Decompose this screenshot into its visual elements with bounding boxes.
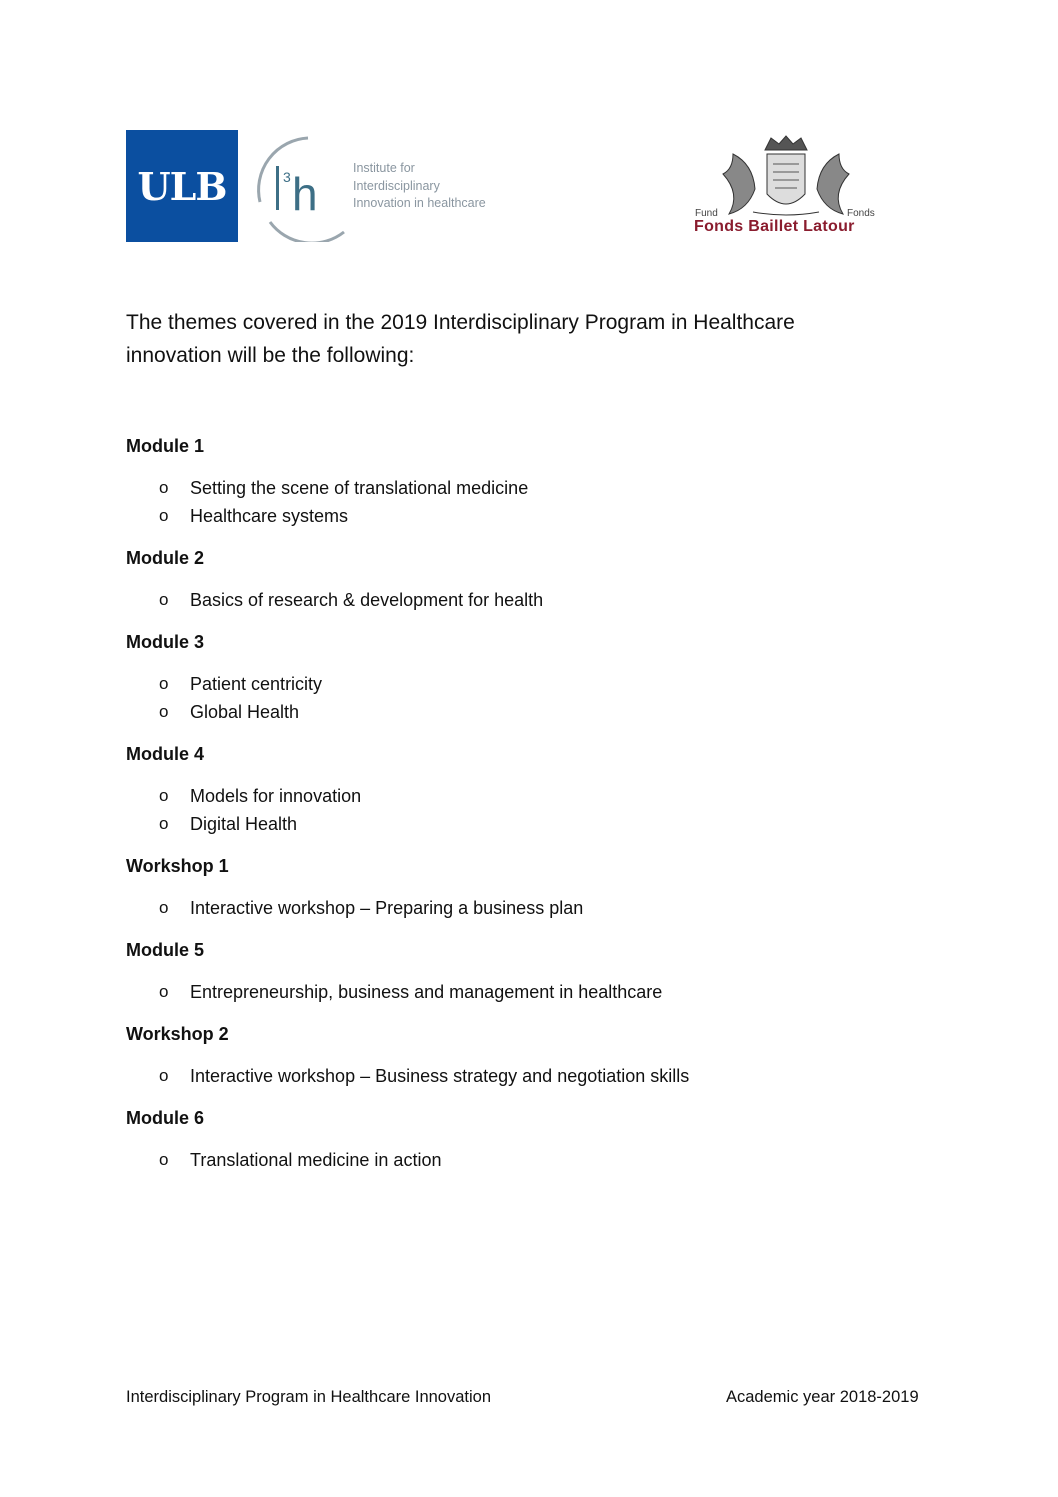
bullet-icon: o xyxy=(159,478,169,497)
svg-text:h: h xyxy=(292,168,318,220)
section xyxy=(126,630,926,728)
bullet-icon: o xyxy=(159,814,169,833)
list-item-text: Global Health xyxy=(190,702,300,722)
bullet-icon: o xyxy=(159,1150,169,1169)
footer-program-title: Interdisciplinary Program in Healthcare Innovation xyxy=(126,1388,492,1406)
section xyxy=(126,1106,926,1176)
i3h-text-line: Institute for xyxy=(353,161,415,175)
section xyxy=(126,1022,926,1092)
section-heading: Module 3 xyxy=(126,632,205,652)
list-item-text: Patient centricity xyxy=(190,674,323,694)
section-heading: Module 6 xyxy=(126,1108,205,1128)
bullet-icon: o xyxy=(159,702,169,721)
section xyxy=(126,938,926,1008)
list-item-text: Setting the scene of translational medicine xyxy=(190,478,529,498)
intro-paragraph xyxy=(126,306,906,372)
section xyxy=(126,434,926,532)
list-item-text: Digital Health xyxy=(190,814,298,834)
list-item xyxy=(126,896,926,924)
bullet-icon: o xyxy=(159,1066,169,1085)
section-heading: Module 2 xyxy=(126,548,205,568)
ulb-logo xyxy=(126,130,238,242)
i3h-text-line: Innovation in healthcare xyxy=(353,196,486,210)
list-item xyxy=(126,1064,926,1092)
intro-line: innovation will be the following: xyxy=(126,344,415,367)
svg-text:3: 3 xyxy=(283,169,291,185)
bullet-icon: o xyxy=(159,786,169,805)
intro-line: The themes covered in the 2019 Interdisciplinary Program in Healthcare xyxy=(126,311,795,334)
section-heading: Workshop 1 xyxy=(126,856,229,876)
list-item-text: Translational medicine in action xyxy=(190,1150,442,1170)
section-heading: Module 4 xyxy=(126,744,205,764)
bullet-icon: o xyxy=(159,898,169,917)
section xyxy=(126,546,926,616)
fbl-fund-label: Fund xyxy=(695,208,718,219)
footer-academic-year: Academic year 2018-2019 xyxy=(726,1388,919,1406)
bullet-icon: o xyxy=(159,590,169,609)
section-heading: Workshop 2 xyxy=(126,1024,229,1044)
section-heading: Module 5 xyxy=(126,940,205,960)
fbl-fonds-label: Fonds xyxy=(847,208,875,219)
i3h-text-line: Interdisciplinary xyxy=(353,178,440,193)
bullet-icon: o xyxy=(159,982,169,1001)
list-item xyxy=(126,700,926,728)
list-item xyxy=(126,812,926,840)
list-item-text: Models for innovation xyxy=(190,786,362,806)
bullet-icon: o xyxy=(159,674,169,693)
section xyxy=(126,742,926,840)
list-item xyxy=(126,784,926,812)
list-item xyxy=(126,980,926,1008)
list-item-text: Interactive workshop – Preparing a business plan xyxy=(190,898,584,918)
list-item xyxy=(126,1148,926,1176)
list-item xyxy=(126,476,926,504)
section xyxy=(126,854,926,924)
list-item-text: Basics of research & development for health xyxy=(190,590,544,610)
list-item xyxy=(126,588,926,616)
fbl-name: Fonds Baillet Latour xyxy=(694,218,855,235)
i3h-logo xyxy=(248,132,348,242)
list-item xyxy=(126,672,926,700)
list-item-text: Interactive workshop – Business strategy and negotiation skills xyxy=(190,1066,690,1086)
bullet-icon: o xyxy=(159,506,169,525)
list-item-text: Healthcare systems xyxy=(190,506,349,526)
i3h-logo-text xyxy=(353,160,486,213)
module-list xyxy=(126,434,926,1190)
list-item-text: Entrepreneurship, business and management in healthcare xyxy=(190,982,663,1002)
ulb-logo-text: ULB xyxy=(137,163,227,209)
list-item xyxy=(126,504,926,532)
section-heading: Module 1 xyxy=(126,436,205,456)
